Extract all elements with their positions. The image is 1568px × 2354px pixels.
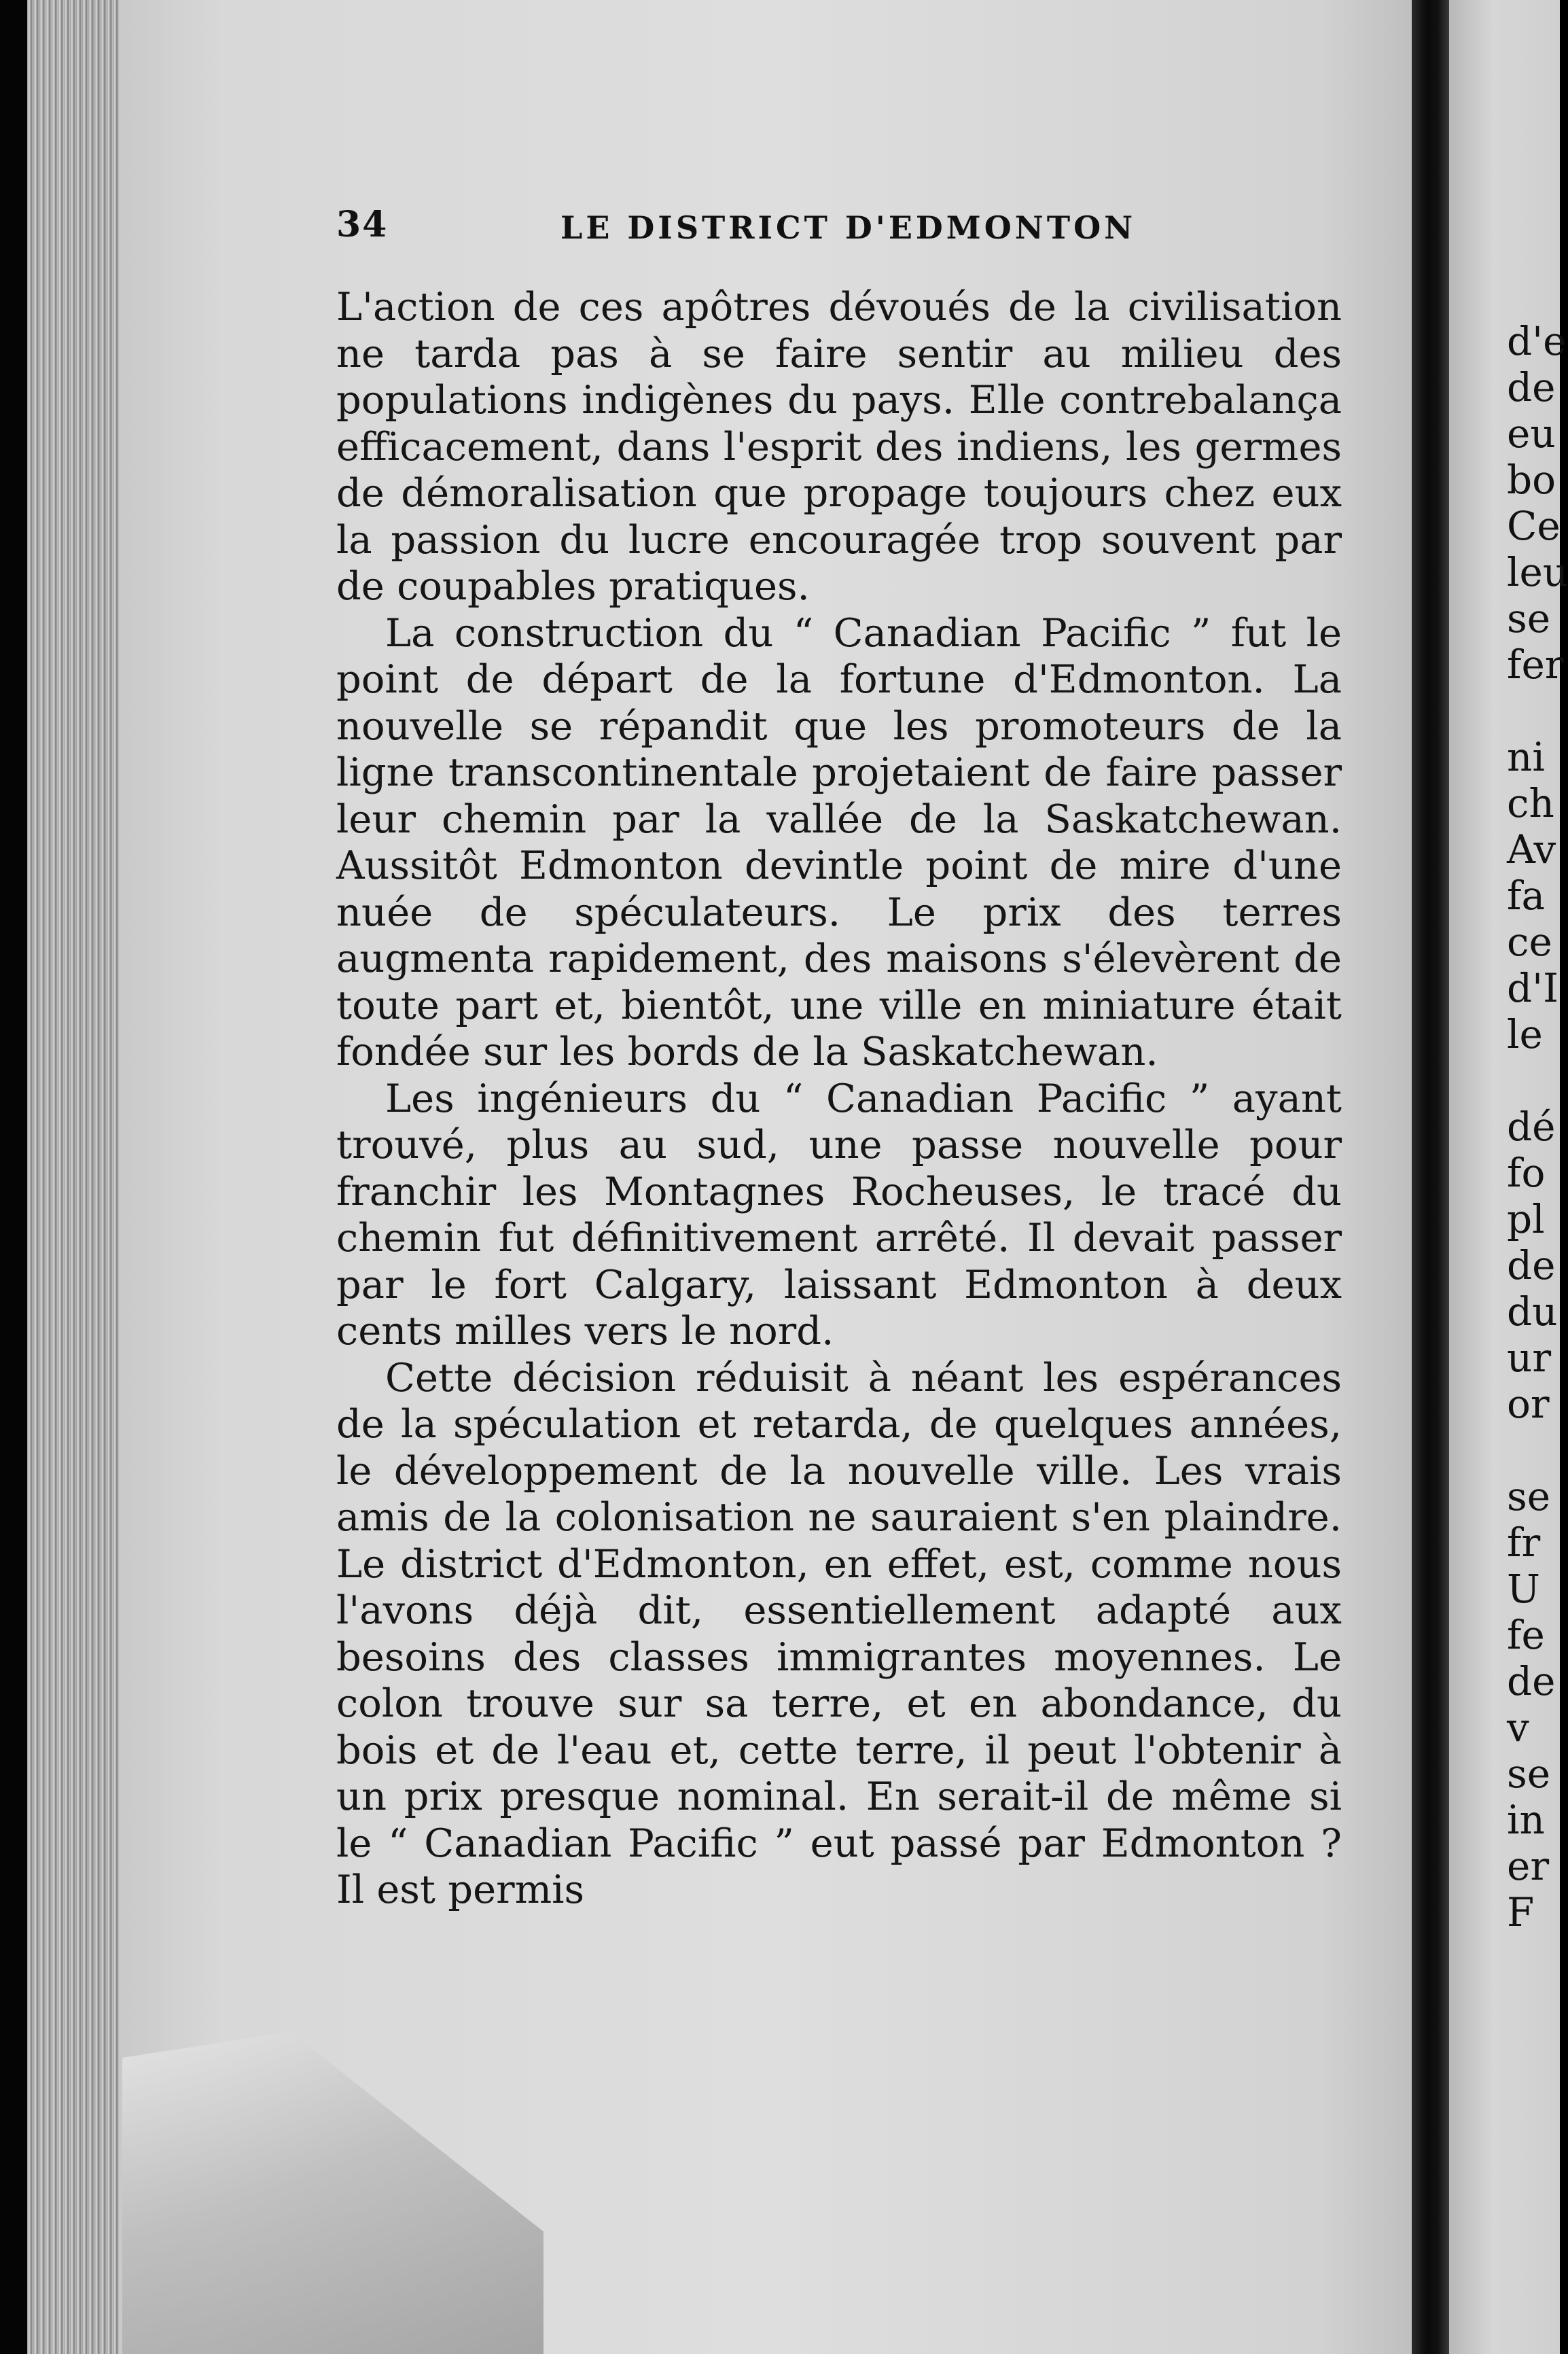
facing-line: fa (1507, 873, 1546, 919)
page-header (336, 204, 1355, 258)
facing-line: U (1507, 1566, 1540, 1612)
facing-line: ch (1507, 780, 1554, 826)
facing-line: du (1507, 1288, 1558, 1335)
facing-line: in (1507, 1797, 1545, 1843)
paragraph: La construction du “ Canadian Pacific ” fut le point de départ de la fortune d'Edmonton. La nouvelle se répandit que les promoteurs de la ligne transcontinentale projetaient de faire passer leur chemin par la vallée de la Saskatchewan. Aussitôt Edmonton devintle point de mire d'une nuée de spéculateurs. Le prix des terres augmenta rapidement, des maisons s'élevèrent de toute part et, bientôt, une ville en miniature était fondée sur les bords de la Saskatchewan. (336, 610, 1342, 1074)
facing-line: dé (1507, 1104, 1556, 1150)
facing-line: de (1507, 1658, 1556, 1704)
facing-line: leu (1507, 549, 1568, 595)
facing-line: le (1507, 1011, 1543, 1057)
facing-line: v (1507, 1704, 1529, 1751)
facing-line: ur (1507, 1335, 1552, 1381)
facing-line: d'e (1507, 318, 1567, 364)
facing-line: bo (1507, 457, 1556, 503)
facing-line: fer (1507, 642, 1564, 688)
facing-line: pl (1507, 1196, 1545, 1242)
running-head: LE DISTRICT D'EDMONTON (560, 209, 1137, 246)
facing-line: Ce (1507, 503, 1561, 549)
facing-line: fe (1507, 1612, 1545, 1658)
facing-line: fr (1507, 1519, 1541, 1566)
facing-line: se (1507, 595, 1551, 642)
facing-line (1507, 1057, 1568, 1104)
paragraph: L'action de ces apôtres dévoués de la civilisation ne tarda pas à se faire sentir au milieu des populations indigènes du pays. Elle contrebalança efficacement, dans l'esprit des indiens, les germes de démoralisation que propage toujours chez eux la passion du lucre encouragée trop souvent par de coupables pratiques. (336, 284, 1342, 609)
facing-line: de (1507, 1242, 1556, 1288)
facing-line: or (1507, 1381, 1550, 1427)
facing-line: se (1507, 1473, 1551, 1519)
paragraph: Cette décision réduisit à néant les espérances de la spéculation et retarda, de quelques années, le développement de la nouvelle ville. Les vrais amis de la colonisation ne sauraient s'en plaindre. Le district d'Edmonton, en effet, est, comme nous l'avons déjà dit, essentiellement adapté aux besoins des classes immigrantes moyennes. Le colon trouve sur sa terre, et en abondance, du bois et de l'eau et, cette terre, il peut l'obtenir à un prix presque nominal. En serait-il de même si le “ Canadian Pacific ” eut passé par Edmonton ? Il est permis (336, 1354, 1342, 1912)
page-number: 34 (336, 204, 389, 245)
facing-line: F (1507, 1889, 1535, 1935)
facing-line: fo (1507, 1150, 1546, 1196)
book-gutter (1412, 0, 1449, 2354)
facing-line: se (1507, 1751, 1551, 1797)
facing-line (1507, 1427, 1568, 1473)
facing-page-text (1507, 318, 1568, 1935)
facing-line: ni (1507, 734, 1545, 780)
facing-line: ce (1507, 919, 1552, 965)
page-edges (27, 0, 129, 2354)
facing-line: d'I (1507, 965, 1558, 1011)
facing-line: eu (1507, 410, 1556, 457)
facing-line: Av (1507, 826, 1556, 873)
facing-line: de (1507, 364, 1556, 410)
facing-line (1507, 688, 1568, 734)
facing-line: er (1507, 1843, 1550, 1889)
paragraph: Les ingénieurs du “ Canadian Pacific ” ayant trouvé, plus au sud, une passe nouvelle pour franchir les Montagnes Rocheuses, le tracé du chemin fut définitivement arrêté. Il devait passer par le fort Calgary, laissant Edmonton à deux cents milles vers le nord. (336, 1075, 1342, 1354)
body-text (336, 284, 1342, 1914)
